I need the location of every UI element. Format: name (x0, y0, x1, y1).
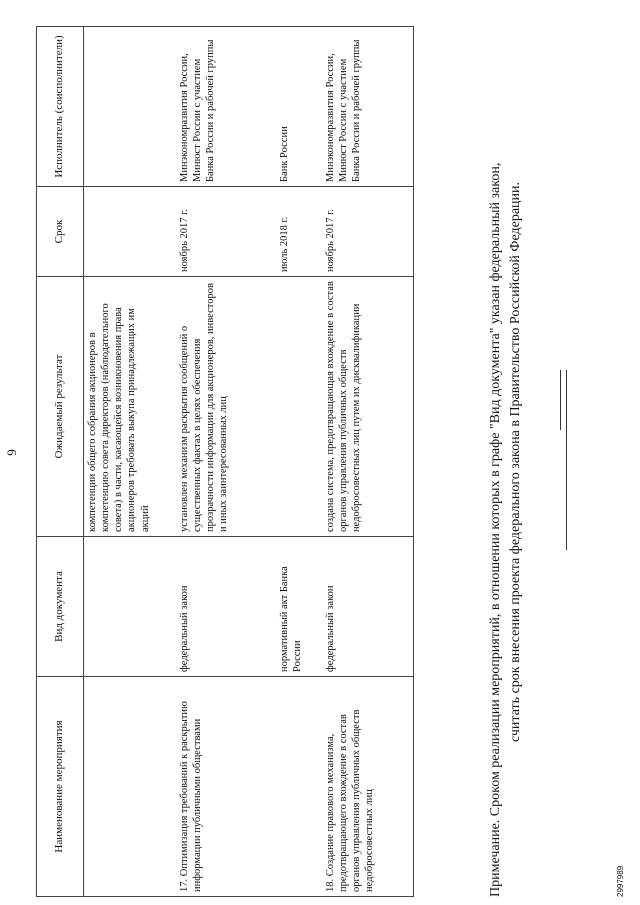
cell-name: 17. Оптимизация требований к раскрытию информации публичными обществами (176, 677, 276, 897)
cell-term: ноябрь 2017 г. (322, 187, 414, 277)
cell-result: установлен механизм раскрытия сообщений о существенных фактах в целях обеспечения прозрачности информации для акционеров, инвесторов и иных заинтересованных лиц (176, 277, 276, 537)
cell-result: компетенции общего собрания акционеров в компетенцию совета директоров (наблюдательного совета) в части, касающейся возникновения права акционеров требовать выкупа принадлежащих им акций (84, 277, 176, 537)
cell-doc-type: федеральный закон (322, 537, 414, 677)
separator-line-short (560, 370, 561, 430)
cell-term: ноябрь 2017 г. (176, 187, 276, 277)
header-name: Наименование мероприятия (37, 677, 84, 897)
cell-executor: Минэкономразвития России, Минюст России с участием Банка России и рабочей группы (176, 27, 276, 187)
cell-name (276, 677, 322, 897)
cell-executor: Минэкономразвития России, Минюст России с участием Банка России и рабочей группы (322, 27, 414, 187)
header-executor: Исполнитель (соисполнители) (37, 27, 84, 187)
cell-doc-type (84, 537, 176, 677)
table-header-row (37, 27, 84, 897)
header-doc-type: Вид документа (37, 537, 84, 677)
footnote (486, 27, 527, 897)
table-row (276, 27, 322, 897)
table-row (322, 27, 414, 897)
cell-name: 18. Создание правового механизма, предотвращающего вхождение в состав органов управления публичных обществ недобросовестных лиц (322, 677, 414, 897)
cell-term (84, 187, 176, 277)
separator-line (566, 370, 567, 550)
table-row (176, 27, 276, 897)
page-number: 9 (4, 449, 19, 456)
cell-doc-type: федеральный закон (176, 537, 276, 677)
cell-result (276, 277, 322, 537)
header-term: Срок (37, 187, 84, 277)
cell-executor: Банк России (276, 27, 322, 187)
document-id: 2997989 (616, 865, 625, 897)
cell-result: создана система, предотвращающая вхождение в состав органов управления публичных обществ недобросовестных лиц путем их дисквалификации (322, 277, 414, 537)
measures-table (36, 26, 414, 897)
footnote-line-1: Примечание. Сроком реализации мероприятий, в отношении которых в графе "Вид документа" указан федеральный закон, (488, 162, 503, 897)
cell-name (84, 677, 176, 897)
footnote-line-2: считать срок внесения проекта федерального закона в Правительство Российской Федерации. (508, 181, 524, 743)
cell-term: июль 2018 г. (276, 187, 322, 277)
cell-doc-type: нормативный акт Банка России (276, 537, 322, 677)
table-row (84, 27, 176, 897)
header-result: Ожидаемый результат (37, 277, 84, 537)
cell-executor (84, 27, 176, 187)
